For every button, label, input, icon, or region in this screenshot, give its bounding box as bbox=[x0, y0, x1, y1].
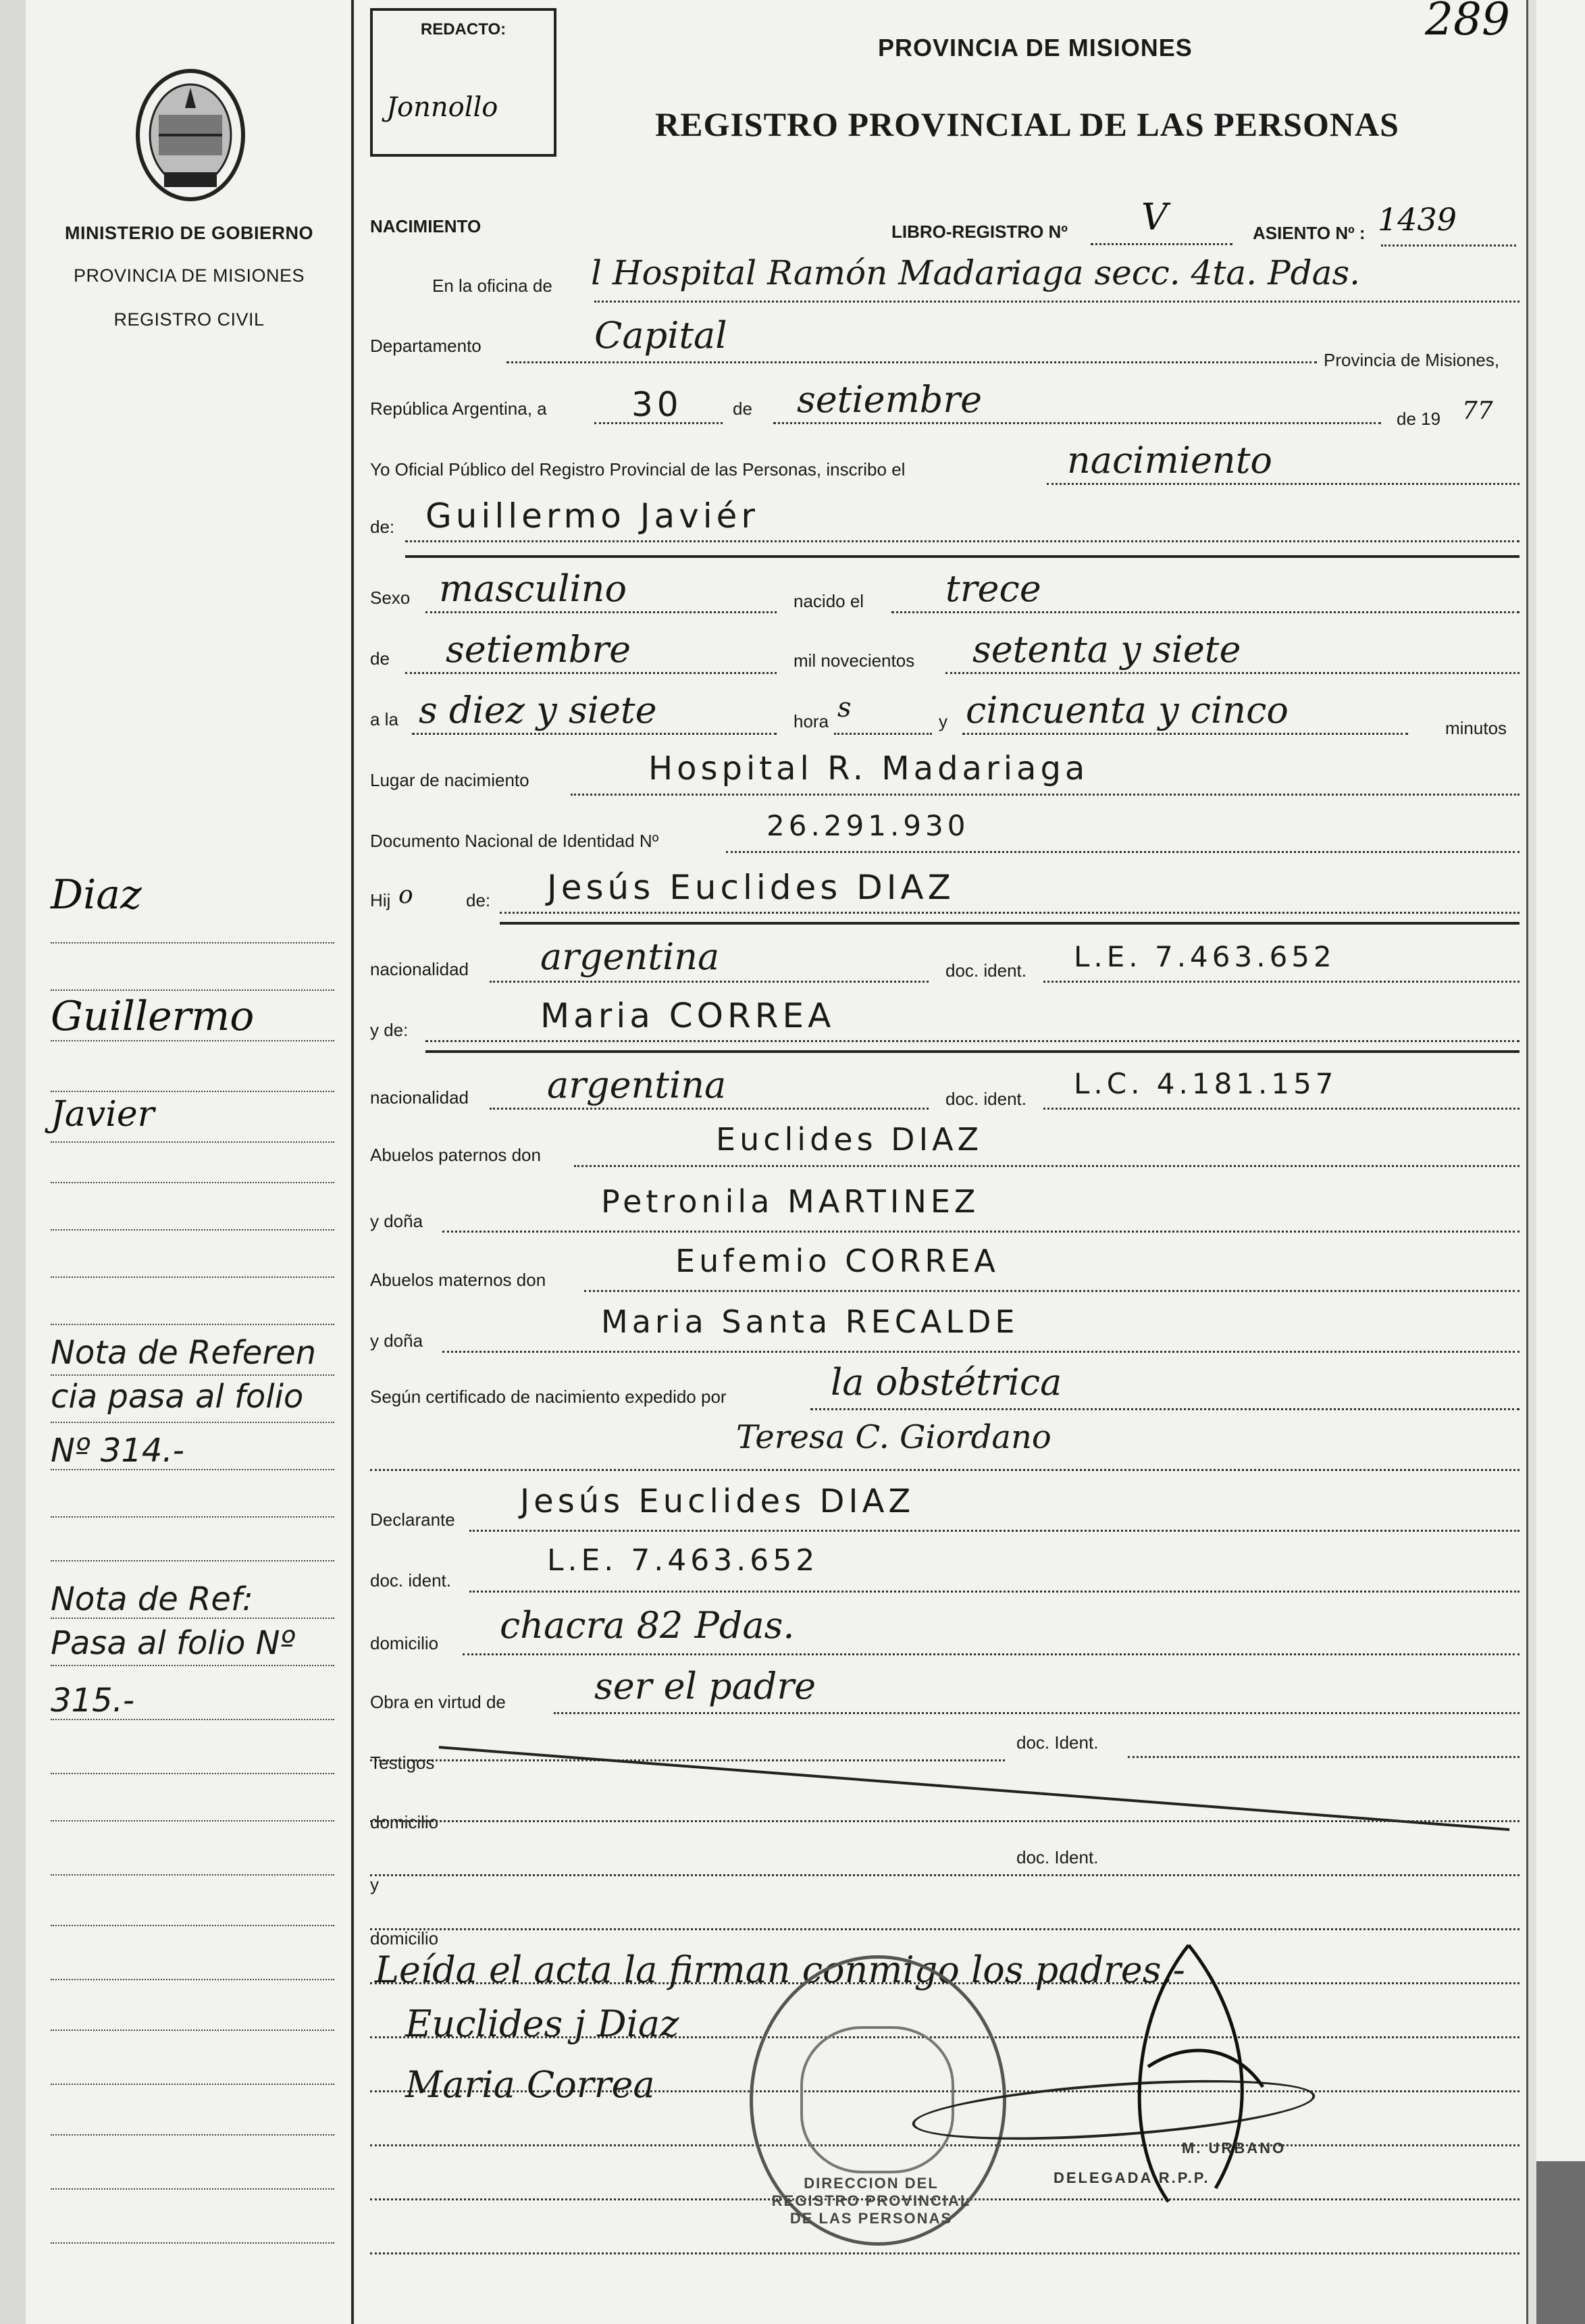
ministry-label: MINISTERIO DE GOBIERNO bbox=[64, 223, 314, 243]
minutos-label: minutos bbox=[1445, 718, 1507, 738]
hour-value: s diez y siete bbox=[419, 689, 657, 731]
dotted-line bbox=[405, 540, 1519, 542]
margin-line bbox=[51, 1141, 334, 1143]
domicilio-value: chacra 82 Pdas. bbox=[500, 1604, 795, 1647]
margin-line bbox=[51, 1618, 334, 1619]
dotted-line bbox=[962, 733, 1408, 735]
domicilio-label: domicilio bbox=[370, 1633, 439, 1653]
margin-line bbox=[51, 1820, 334, 1822]
y-dona1-label: y doña bbox=[370, 1211, 423, 1231]
de-nombre-label: de: bbox=[370, 517, 395, 537]
dotted-line bbox=[594, 301, 1519, 303]
margin-line bbox=[51, 2134, 334, 2136]
hora-label: hora bbox=[794, 711, 829, 731]
dotted-line bbox=[1091, 243, 1232, 245]
dotted-line bbox=[1128, 1756, 1519, 1758]
dotted-line bbox=[834, 733, 932, 735]
minutes-value: cincuenta y cinco bbox=[966, 689, 1289, 731]
mil-novecientos-label: mil novecientos bbox=[794, 650, 915, 671]
dotted-line bbox=[469, 1591, 1519, 1593]
hijo-label: Hij bbox=[370, 890, 391, 910]
obra-label: Obra en virtud de bbox=[370, 1692, 506, 1712]
margin-line bbox=[51, 2030, 334, 2031]
registry-title: REGISTRO PROVINCIAL DE LAS PERSONAS bbox=[655, 105, 1399, 143]
dotted-line bbox=[490, 1108, 929, 1110]
libro-label: LIBRO-REGISTRO Nº bbox=[891, 222, 1068, 242]
departamento-value: Capital bbox=[594, 314, 727, 357]
nacido-value: trece bbox=[945, 567, 1041, 610]
dotted-line bbox=[370, 1759, 1005, 1761]
a-la-label: a la bbox=[370, 709, 398, 729]
hora-suffix: s bbox=[837, 692, 852, 723]
redacto-box bbox=[370, 8, 556, 157]
dotted-line bbox=[442, 1351, 1519, 1353]
dotted-line bbox=[425, 1040, 1519, 1042]
year-prefix-label: de 19 bbox=[1397, 409, 1441, 429]
redacto-signature: Jonnollo bbox=[386, 92, 498, 123]
stamp-inner-emblem bbox=[800, 2026, 954, 2173]
margin-line bbox=[51, 1469, 334, 1470]
dotted-line bbox=[891, 611, 1519, 613]
dotted-line bbox=[370, 1469, 1519, 1471]
note1-line3: Nº 314.- bbox=[51, 1432, 184, 1470]
margin-line bbox=[51, 1324, 334, 1325]
declarante-value: Jesús Euclides DIAZ bbox=[520, 1482, 915, 1520]
y-dona2-label: y doña bbox=[370, 1331, 423, 1351]
margin-line bbox=[51, 942, 334, 944]
certificado-value-2: Teresa C. Giordano bbox=[736, 1418, 1051, 1456]
de2-label: de bbox=[370, 648, 390, 669]
dotted-line bbox=[463, 1653, 1519, 1655]
dotted-line bbox=[571, 794, 1519, 796]
note1-line1: Nota de Referen bbox=[51, 1334, 317, 1372]
dotted-line bbox=[370, 1820, 1519, 1822]
redacto-label: REDACTO: bbox=[420, 20, 506, 38]
mother-name-value: Maria CORREA bbox=[540, 996, 835, 1035]
dotted-line bbox=[1047, 483, 1519, 485]
dotted-line bbox=[412, 733, 777, 735]
domicilio2-label: domicilio bbox=[370, 1812, 439, 1832]
column-divider bbox=[351, 0, 354, 2324]
dotted-line bbox=[490, 981, 929, 983]
stamp-text: DIRECCION DEL REGISTRO PROVINCIAL DE LAS PERSONAS bbox=[771, 2175, 971, 2227]
coat-of-arms-seal bbox=[132, 61, 250, 206]
inscribo-value: nacimiento bbox=[1067, 439, 1272, 482]
dotted-line bbox=[506, 361, 1317, 363]
lugar-label: Lugar de nacimiento bbox=[370, 770, 529, 790]
official-title: DELEGADA R.P.P. bbox=[1054, 2169, 1210, 2186]
dotted-line bbox=[1381, 244, 1516, 247]
maternal-grandmother-value: Maria Santa RECALDE bbox=[601, 1303, 1019, 1340]
departamento-label: Departamento bbox=[370, 336, 482, 356]
double-rule bbox=[405, 555, 1519, 558]
note2-line1: Nota de Ref: bbox=[51, 1580, 253, 1618]
oficina-label: En la oficina de bbox=[432, 276, 552, 296]
asiento-label: ASIENTO Nº : bbox=[1253, 223, 1366, 243]
dotted-line bbox=[554, 1712, 1519, 1714]
note2-line2: Pasa al folio Nº bbox=[51, 1624, 296, 1662]
margin-line bbox=[51, 1516, 334, 1518]
lugar-value: Hospital R. Madariaga bbox=[648, 750, 1089, 787]
margin-line bbox=[51, 1422, 334, 1423]
margin-surname: Diaz bbox=[51, 871, 142, 919]
abuelos-maternos-label: Abuelos maternos don bbox=[370, 1270, 546, 1290]
margin-line bbox=[51, 1719, 334, 1720]
testigos-label: Testigos bbox=[370, 1753, 435, 1773]
margin-line bbox=[51, 1229, 334, 1231]
dotted-line bbox=[726, 851, 1519, 853]
dotted-line bbox=[442, 1231, 1519, 1233]
certificado-value: la obstétrica bbox=[831, 1361, 1062, 1403]
provincia-label: Provincia de Misiones, bbox=[1324, 350, 1500, 370]
margin-line bbox=[51, 1040, 334, 1041]
doc2-label: doc. ident. bbox=[945, 1089, 1027, 1109]
dotted-line bbox=[370, 1928, 1519, 1930]
margin-line bbox=[51, 1276, 334, 1278]
binding-edge bbox=[0, 0, 26, 2324]
doc2-value: L.C. 4.181.157 bbox=[1074, 1067, 1338, 1100]
doc1-value: L.E. 7.463.652 bbox=[1074, 940, 1336, 973]
note1-line2: cia pasa al folio bbox=[51, 1378, 304, 1416]
y2-label: y bbox=[370, 1874, 379, 1894]
strike-through-line bbox=[439, 1746, 1510, 1831]
margin-line bbox=[51, 1182, 334, 1183]
doc1-label: doc. ident. bbox=[945, 960, 1027, 981]
certificado-label: Según certificado de nacimiento expedido por bbox=[370, 1387, 727, 1407]
de-label: de bbox=[733, 398, 752, 419]
doc-ident-label: doc. Ident. bbox=[1016, 1732, 1099, 1753]
republica-label: República Argentina, a bbox=[370, 398, 547, 419]
margin-line bbox=[51, 1979, 334, 1980]
paternal-grandmother-value: Petronila MARTINEZ bbox=[601, 1183, 980, 1220]
margin-line bbox=[51, 2188, 334, 2190]
margin-line bbox=[51, 989, 334, 991]
margin-line bbox=[51, 1560, 334, 1561]
page-right-edge bbox=[1526, 0, 1536, 2324]
margin-given-name-1: Guillermo bbox=[51, 993, 255, 1040]
nacionalidad1-label: nacionalidad bbox=[370, 959, 469, 979]
child-name-value: Guillermo Javiér bbox=[425, 496, 759, 536]
declarante-label: Declarante bbox=[370, 1509, 455, 1530]
nacionalidad2-label: nacionalidad bbox=[370, 1087, 469, 1108]
month-value: setiembre bbox=[797, 378, 983, 421]
paternal-grandfather-value: Euclides DIAZ bbox=[716, 1121, 983, 1158]
domicilio3-label: domicilio bbox=[370, 1928, 439, 1948]
dni-label: Documento Nacional de Identidad Nº bbox=[370, 831, 659, 851]
dotted-line bbox=[370, 1874, 1519, 1876]
dotted-line bbox=[1043, 981, 1519, 983]
dotted-line bbox=[945, 672, 1519, 674]
nacionalidad1-value: argentina bbox=[540, 935, 720, 978]
dni-value: 26.291.930 bbox=[766, 809, 970, 842]
dotted-line bbox=[810, 1408, 1519, 1410]
dotted-line bbox=[500, 912, 1519, 914]
oficina-value: l Hospital Ramón Madariaga secc. 4ta. Pdas. bbox=[591, 253, 1361, 292]
province-label: PROVINCIA DE MISIONES bbox=[73, 265, 305, 286]
hijo-de-label: de: bbox=[466, 890, 491, 910]
dotted-line bbox=[370, 2252, 1519, 2254]
dotted-line bbox=[1043, 1108, 1519, 1110]
page-number: 289 bbox=[1425, 0, 1510, 45]
margin-line bbox=[51, 1874, 334, 1876]
y-de-label: y de: bbox=[370, 1020, 409, 1040]
margin-line bbox=[51, 2242, 334, 2244]
dotted-line bbox=[425, 611, 777, 613]
dotted-line bbox=[405, 672, 777, 674]
libro-value: V bbox=[1141, 196, 1168, 238]
y-label: y bbox=[939, 711, 947, 731]
obra-value: ser el padre bbox=[594, 1665, 816, 1707]
inscribo-label: Yo Oficial Público del Registro Provincial de las Personas, inscribo el bbox=[370, 459, 906, 480]
nacido-label: nacido el bbox=[794, 591, 864, 611]
margin-line bbox=[51, 2084, 334, 2085]
margin-line bbox=[51, 1773, 334, 1774]
doc-ident2-label: doc. Ident. bbox=[1016, 1847, 1099, 1867]
official-name: M. URBANO bbox=[1182, 2140, 1287, 2157]
registry-label: REGISTRO CIVIL bbox=[113, 309, 265, 330]
sexo-value: masculino bbox=[439, 567, 627, 610]
note2-line3: 315.- bbox=[51, 1682, 135, 1720]
margin-line bbox=[51, 1374, 334, 1376]
double-rule bbox=[425, 1050, 1519, 1053]
margin-given-name-2: Javier bbox=[51, 1094, 155, 1135]
father-name-value: Jesús Euclides DIAZ bbox=[547, 868, 955, 907]
birth-month-value: setiembre bbox=[446, 628, 631, 671]
dotted-line bbox=[469, 1530, 1519, 1532]
day-value: 30 bbox=[631, 385, 683, 424]
dotted-line bbox=[584, 1290, 1519, 1292]
doc-declarante-label: doc. ident. bbox=[370, 1570, 451, 1591]
sexo-label: Sexo bbox=[370, 588, 411, 608]
nacionalidad2-value: argentina bbox=[547, 1064, 727, 1106]
maternal-grandfather-value: Eufemio CORREA bbox=[675, 1243, 999, 1279]
hijo-suffix: o bbox=[398, 881, 413, 909]
background-corner bbox=[1536, 2161, 1585, 2324]
margin-line bbox=[51, 1665, 334, 1666]
doc-declarante-value: L.E. 7.463.652 bbox=[547, 1543, 819, 1578]
dotted-line bbox=[574, 1165, 1519, 1167]
year-value: 77 bbox=[1462, 397, 1493, 425]
double-rule bbox=[500, 922, 1519, 925]
margin-line bbox=[51, 1925, 334, 1926]
asiento-value: 1439 bbox=[1378, 201, 1457, 238]
birth-year-value: setenta y siete bbox=[972, 628, 1241, 671]
mother-signature: Maria Correa bbox=[405, 2063, 655, 2106]
act-type: NACIMIENTO bbox=[370, 216, 482, 236]
abuelos-paternos-label: Abuelos paternos don bbox=[370, 1145, 541, 1165]
province-title: PROVINCIA DE MISIONES bbox=[878, 34, 1193, 61]
closing-statement: Leída el acta la firman conmigo los padres.- bbox=[375, 1948, 1185, 1991]
dotted-line bbox=[773, 422, 1381, 424]
margin-line bbox=[51, 1091, 334, 1092]
father-signature: Euclides j Diaz bbox=[405, 2003, 679, 2045]
